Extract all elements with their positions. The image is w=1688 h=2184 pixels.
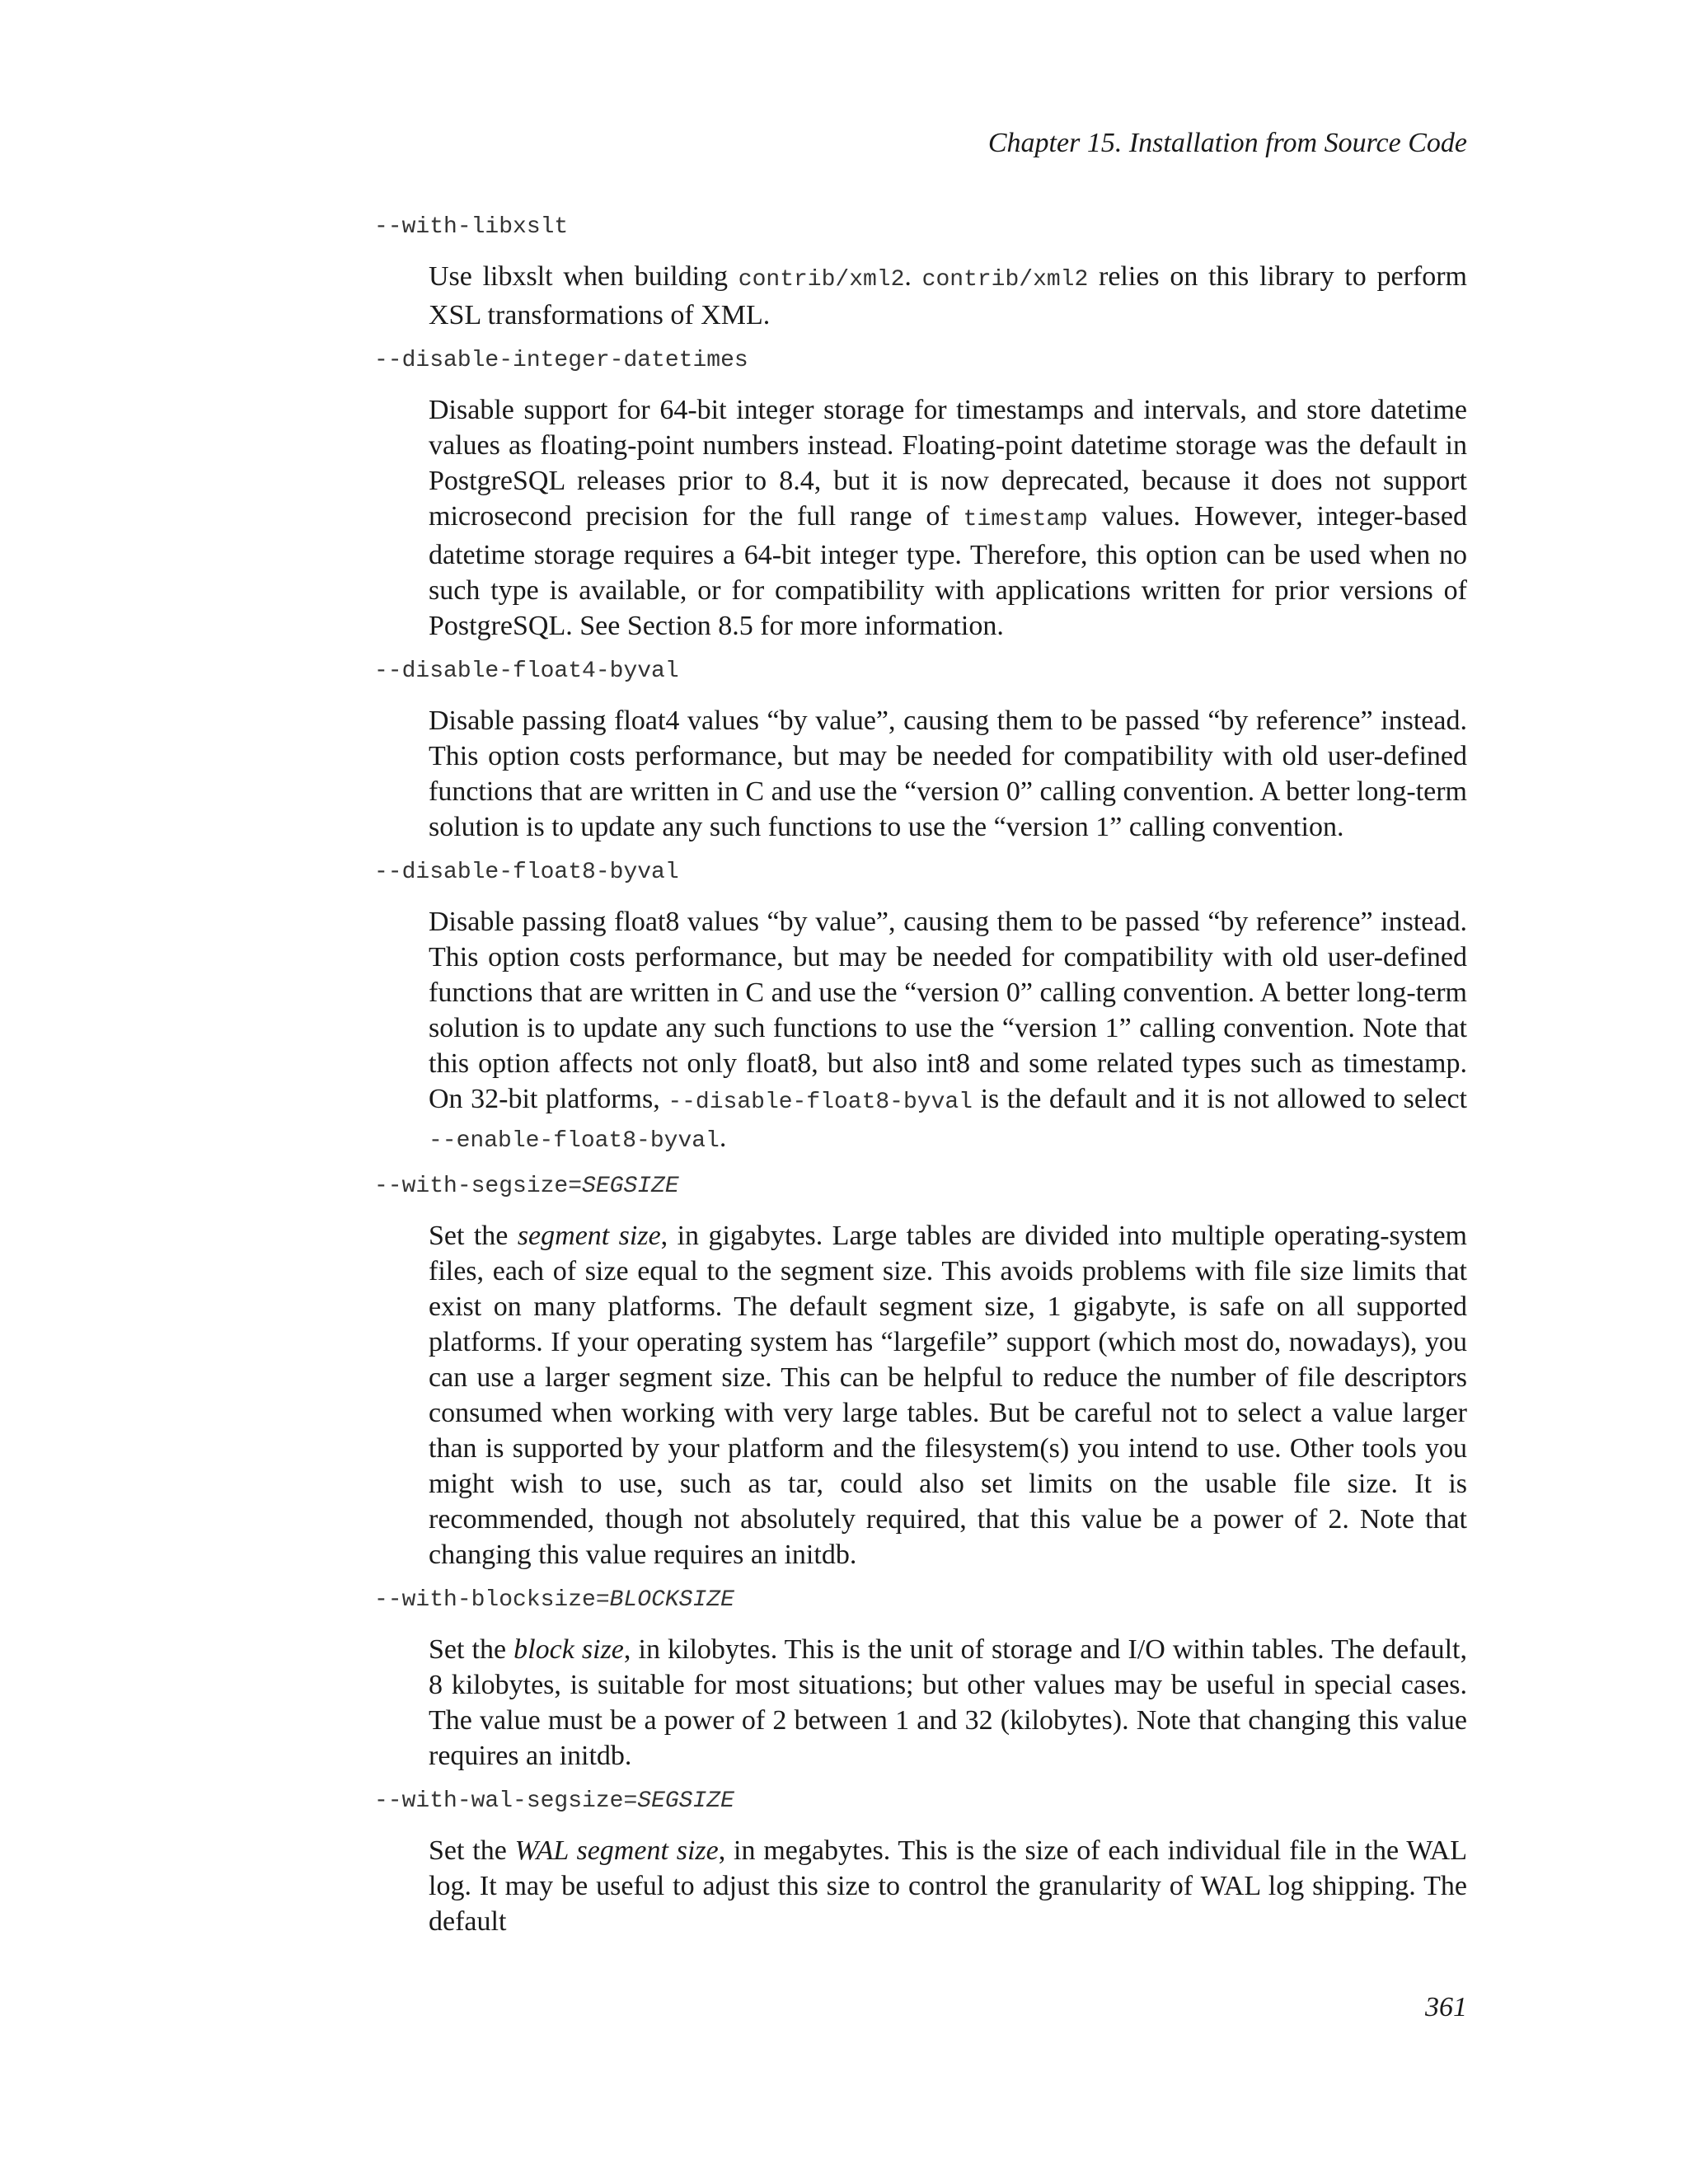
text-run: , in megabytes. This is the size of each individual file in the WAL log. It may be useful to adjust this size to control the granularity of WAL log shipping. The default	[429, 1835, 1467, 1937]
inline-code: --enable-float8-byval	[429, 1128, 720, 1154]
emphasis: block size	[513, 1634, 624, 1665]
option-placeholder: SEGSIZE	[637, 1788, 734, 1814]
option-description	[429, 891, 1467, 1169]
option-term	[374, 1783, 1467, 1820]
text-run: .	[904, 261, 922, 292]
text-run: relies on this library to perform XSL transformations of XML.	[429, 261, 1467, 330]
text-run: Set the	[429, 1221, 518, 1251]
option-term	[374, 1169, 1467, 1205]
option-description	[429, 1619, 1467, 1783]
option-list	[374, 209, 1467, 1949]
text-run: .	[719, 1122, 727, 1153]
option-term	[374, 1582, 1467, 1619]
option-name: --with-libxslt	[374, 214, 569, 240]
option-placeholder: BLOCKSIZE	[609, 1587, 734, 1613]
inline-code: timestamp	[963, 507, 1088, 532]
text-run: Disable support for 64-bit integer storage for timestamps and intervals, and store datetime values as floating-point numbers instead. Floating-point datetime storage was the default in PostgreSQL releases prior to 8.4, but it is now deprecated, because it does not support microsecond precision for the full range of	[429, 395, 1467, 532]
text-run: Set the	[429, 1634, 514, 1665]
text-run: values. However, integer-based datetime storage requires a 64-bit integer type. Therefore, this option can be used when no such type is available, or for compatibility with applications written for prior versions of PostgreSQL. See Section 8.5 for more information.	[429, 501, 1467, 641]
text-run: Disable passing float8 values “by value”, causing them to be passed “by reference” instead. This option costs performance, but may be needed for compatibility with old user-defined functions that are written in C and use the “version 0” calling convention. A better long-term solution is to update any such functions to use the “version 1” calling convention. Note that this option affects not only float8, but also int8 and some related types such as timestamp. On 32-bit platforms,	[429, 907, 1467, 1114]
inline-code: contrib/xml2	[738, 267, 905, 293]
option-name: --with-wal-segsize=	[374, 1788, 638, 1814]
text-run: , in kilobytes. This is the unit of storage and I/O within tables. The default, 8 kilobytes, is suitable for most situations; but other values may be useful in special cases. The value must be a power of 2 between 1 and 32 (kilobytes). Note that changing this value requires an initdb.	[429, 1634, 1467, 1771]
text-run: Use libxslt when building	[429, 261, 738, 292]
emphasis: WAL segment size	[514, 1835, 719, 1866]
text-run: Set the	[429, 1835, 515, 1866]
text-run: , in gigabytes. Large tables are divided into multiple operating-system files, each of size equal to the segment size. This avoids problems with file size limits that exist on many platforms. The default segment size, 1 gigabyte, is safe on all supported platforms. If your operating system has “largefile” support (which most do, nowadays), you can use a larger segment size. This can be helpful to reduce the number of file descriptors consumed when working with very large tables. But be careful not to select a value larger than is supported by your platform and the filesystem(s) you intend to use. Other tools you might wish to use, such as tar, could also set limits on the usable file size. It is recommended, though not absolutely required, that this value be a power of 2. Note that changing this value requires an initdb.	[429, 1221, 1468, 1570]
inline-code: contrib/xml2	[921, 267, 1089, 293]
inline-code: --disable-float8-byval	[668, 1090, 973, 1115]
emphasis: segment size	[517, 1221, 661, 1251]
option-description	[429, 1205, 1467, 1582]
option-name: --with-segsize=	[374, 1174, 583, 1199]
option-term	[374, 654, 1467, 690]
option-name: --disable-float4-byval	[374, 658, 679, 684]
option-name: --disable-float8-byval	[374, 860, 679, 885]
option-name: --with-blocksize=	[374, 1587, 610, 1613]
text-run: is the default and it is not allowed to select	[973, 1084, 1467, 1114]
option-term	[374, 855, 1467, 891]
text-run: Disable passing float4 values “by value”, causing them to be passed “by reference” instead. This option costs performance, but may be needed for compatibility with old user-defined functions that are written in C and use the “version 0” calling convention. A better long-term solution is to update any such functions to use the “version 1” calling convention.	[429, 705, 1467, 842]
option-term	[374, 209, 1467, 246]
option-description	[429, 1820, 1467, 1949]
option-placeholder: SEGSIZE	[582, 1174, 679, 1199]
option-term	[374, 343, 1467, 379]
option-name: --disable-integer-datetimes	[374, 348, 748, 373]
option-description	[429, 379, 1467, 654]
option-description	[429, 690, 1467, 855]
running-head: Chapter 15. Installation from Source Code	[987, 128, 1467, 158]
page-number: 361	[1425, 1992, 1467, 2022]
option-description	[429, 246, 1467, 343]
